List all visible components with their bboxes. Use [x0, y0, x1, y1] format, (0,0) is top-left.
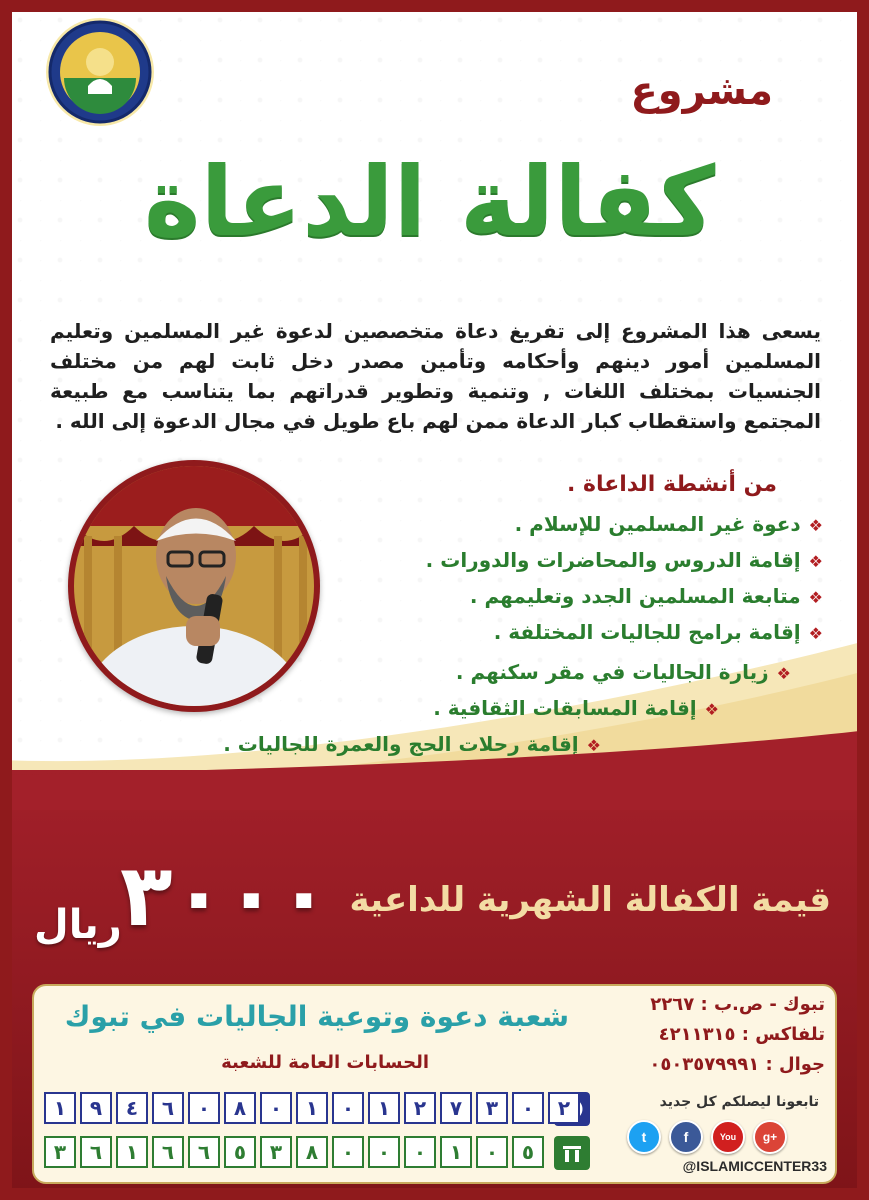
account-digit: ١ — [296, 1092, 328, 1124]
project-label: مشروع — [630, 68, 773, 114]
account-digit: ٩ — [80, 1092, 112, 1124]
activity-item: ❖دعوة غير المسلمين للإسلام . — [514, 512, 823, 536]
diamond-bullet-icon: ❖ — [808, 552, 823, 571]
activity-item: ❖متابعة المسلمين الجدد وتعليمهم . — [469, 584, 823, 608]
fax-text: تلفاكس : ٤٢١١٣١٥ — [658, 1024, 825, 1045]
account-digit: ٨ — [296, 1136, 328, 1168]
activity-item: ❖إقامة المسابقات الثقافية . — [433, 696, 719, 720]
account-digit: ٣ — [260, 1136, 292, 1168]
sponsorship-label: قيمة الكفالة الشهرية للداعية — [349, 880, 831, 920]
account-digit: ٤ — [116, 1092, 148, 1124]
account-digit: ٣ — [476, 1092, 508, 1124]
diamond-bullet-icon: ❖ — [808, 624, 823, 643]
facebook-icon[interactable]: f — [669, 1120, 703, 1154]
activity-item: ❖زيارة الجاليات في مقر سكنهم . — [455, 660, 791, 684]
social-handle[interactable]: @ISLAMICCENTER33 — [682, 1158, 827, 1174]
address-text: تبوك - ص.ب : ٢٢٦٧ — [650, 994, 825, 1015]
account-digit: ٦ — [188, 1136, 220, 1168]
account-digit: ١ — [44, 1092, 76, 1124]
account-digit: ٦ — [80, 1136, 112, 1168]
account-digit: ٦ — [152, 1136, 184, 1168]
account-digit: ٦ — [152, 1092, 184, 1124]
project-title: كفالة الدعاة — [143, 146, 716, 258]
organization-logo — [44, 16, 156, 128]
account-number-1 — [44, 1092, 580, 1124]
activity-item: ❖إقامة رحلات الحج والعمرة للجاليات . — [223, 732, 601, 756]
activity-item: ❖إقامة الدروس والمحاضرات والدورات . — [425, 548, 823, 572]
account-digit: ٠ — [332, 1092, 364, 1124]
account-digit: ٢ — [548, 1092, 580, 1124]
account-digit: ٠ — [512, 1092, 544, 1124]
account-digit: ٠ — [332, 1136, 364, 1168]
diamond-bullet-icon: ❖ — [808, 516, 823, 535]
bank-building-icon — [554, 1136, 590, 1170]
diamond-bullet-icon: ❖ — [704, 700, 719, 719]
activities-title: من أنشطة الداعاة . — [566, 472, 777, 497]
mobile-text: جوال : ٠٥٠٣٥٧٩٩٩١ — [649, 1054, 825, 1075]
account-digit: ٥ — [512, 1136, 544, 1168]
account-digit: ١ — [440, 1136, 472, 1168]
diamond-bullet-icon: ❖ — [808, 588, 823, 607]
account-digit: ٢ — [404, 1092, 436, 1124]
account-digit: ٠ — [188, 1092, 220, 1124]
band-wave — [0, 730, 869, 810]
account-digit: ٨ — [224, 1092, 256, 1124]
account-digit: ٠ — [368, 1136, 400, 1168]
account-digit: ٥ — [224, 1136, 256, 1168]
currency-label: ريال — [34, 902, 122, 948]
account-digit: ١ — [116, 1136, 148, 1168]
diamond-bullet-icon: ❖ — [586, 736, 601, 755]
activity-item: ❖إقامة برامج للجاليات المختلفة . — [493, 620, 823, 644]
speaker-photo — [74, 466, 314, 706]
youtube-icon[interactable]: You — [711, 1120, 745, 1154]
branch-name: شعبة دعوة وتوعية الجاليات في تبوك — [64, 1000, 569, 1033]
account-digit: ٠ — [476, 1136, 508, 1168]
sponsorship-amount: ٣٠٠٠ — [120, 846, 330, 946]
account-digit: ٠ — [260, 1092, 292, 1124]
account-digit: ٠ — [404, 1136, 436, 1168]
account-number-2 — [44, 1136, 544, 1168]
account-digit: ٣ — [44, 1136, 76, 1168]
account-digit: ١ — [368, 1092, 400, 1124]
diamond-bullet-icon: ❖ — [776, 664, 791, 683]
intro-paragraph: يسعى هذا المشروع إلى تفريغ دعاة متخصصين لدعوة غير المسلمين وتعليم المسلمين أمور دينهم وأحكامه وتأمين مصدر دخل ثابت لهم من مختلف الجنسيات بمختلف اللغات , وتنمية وتطوير قدراتهم بما يتناسب مع طبيعة المجتمع واستقطاب كبار الدعاة ممن لهم باع طويل في مجال الدعوة إلى الله . — [50, 319, 821, 433]
follow-text: تابعونا ليصلكم كل جديد — [659, 1094, 819, 1110]
twitter-icon[interactable]: t — [627, 1120, 661, 1154]
accounts-title: الحسابات العامة للشعبة — [221, 1052, 429, 1073]
account-digit: ٧ — [440, 1092, 472, 1124]
google-plus-icon[interactable]: g+ — [753, 1120, 787, 1154]
